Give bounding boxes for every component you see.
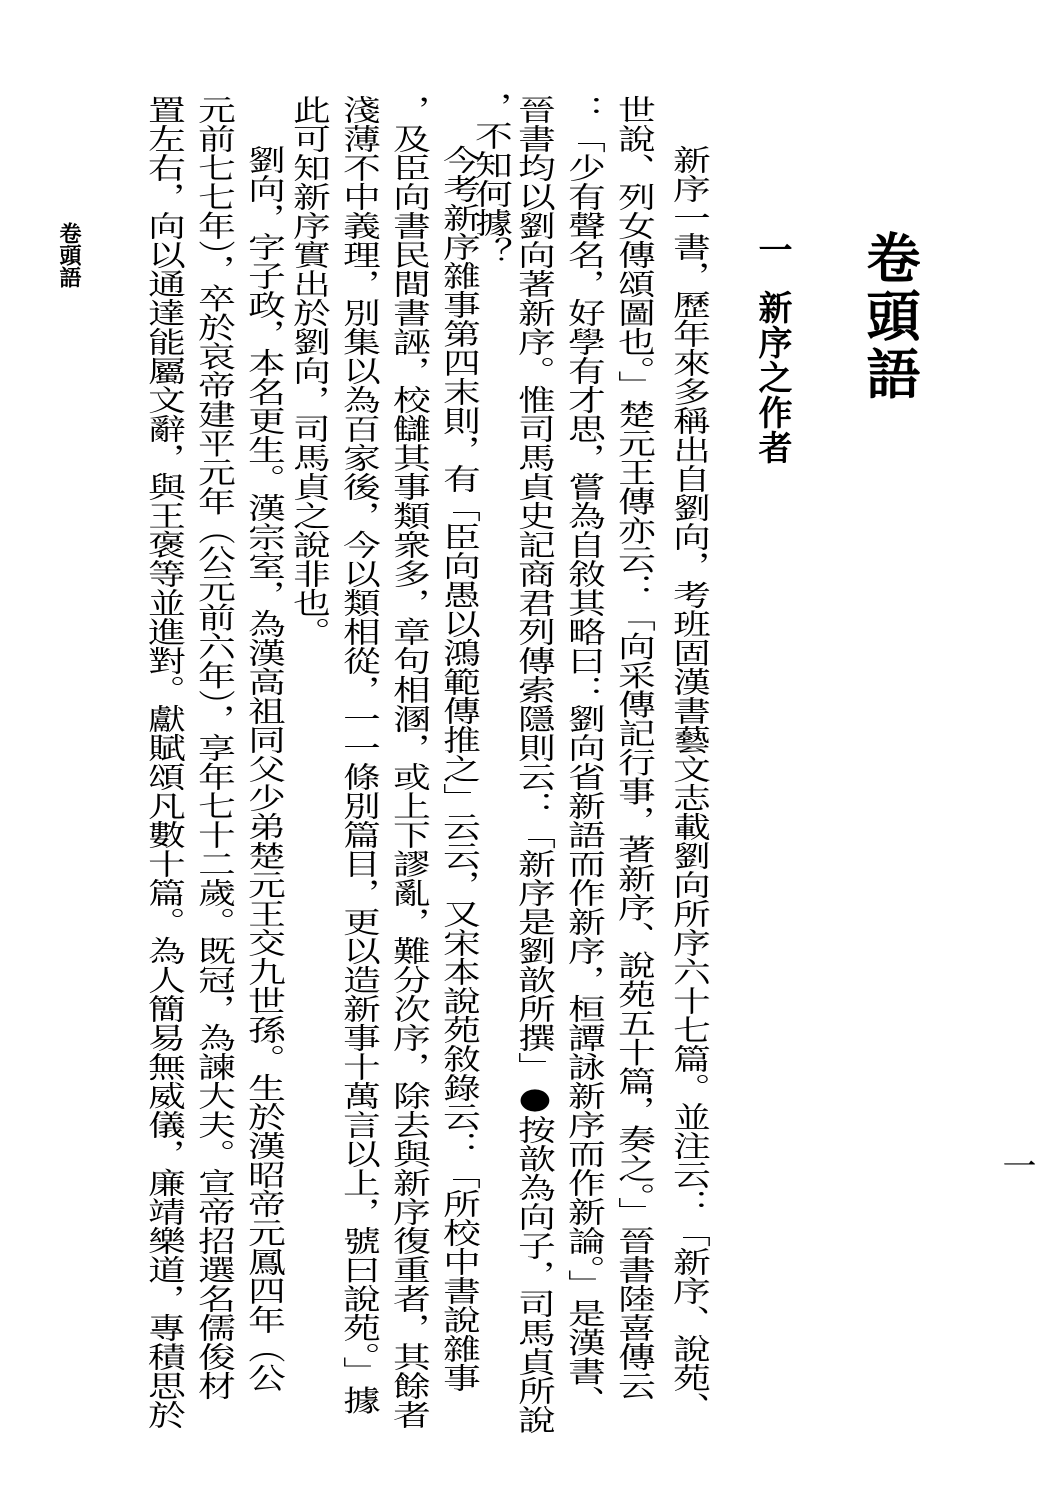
- text-column: 元前七七年），卒於哀帝建平元年（公元前六年），享年七十二歲。既冠，為諫大夫。宣帝招選名儒俊材: [192, 95, 238, 1400]
- text-column: 世說、列女傳頌圖也。」楚元王傳亦云：「向采傳記行事，著新序、說苑五十篇，奏之。」晉書陸喜傳云: [612, 95, 658, 1400]
- text-column: 此可知新序實出於劉向，司馬貞之說非也。: [287, 95, 333, 646]
- text-column: 今考新序雜事第四末則，有「臣向愚以鴻範傳推之」云云，又宋本說苑敘錄云：「所校中書說雜事: [437, 145, 483, 1392]
- page-title: 卷頭語: [858, 230, 922, 404]
- text-column: ，不知何據？: [469, 92, 515, 266]
- running-head: 卷頭語: [56, 222, 82, 288]
- page-number: 一: [996, 1148, 1036, 1182]
- text-column: ：「少有聲名，好學有才思，嘗為自敘其略曰：劉向省新語而作新序，桓譚詠新序而作新論。」是漢書、: [562, 95, 608, 1415]
- text-column: 新序一書，歷年來多稱出自劉向，考班固漢書藝文志載劉向所序六十七篇。並注云：「新序、說苑、: [667, 145, 713, 1421]
- text-column: 晉書均以劉向著新序。惟司馬貞史記商君列傳索隱則云：「新序是劉歆所撰」●按歆為向子，司馬貞所說: [512, 95, 558, 1434]
- section-number: 一: [752, 232, 792, 266]
- text-column: ，及臣向書民間書誣，校讎其事類衆多，章句相溷，或上下謬亂，難分次序，除去與新序復重者，其餘者: [387, 95, 433, 1429]
- section-heading: 新序之作者: [752, 290, 792, 465]
- text-column: 劉向，字子政，本名更生。漢宗室，為漢高祖同父少弟楚元王交九世孫。生於漢昭帝元鳳四年（公: [242, 145, 288, 1392]
- text-column: 置左右，向以通達能屬文辭，與王褒等並進對。獻賦頌凡數十篇。為人簡易無威儀，廉靖樂道，專積思於: [142, 95, 188, 1429]
- text-column: 淺薄不中義理，別集以為百家後，今以類相從，一一條別篇目，更以造新事十萬言以上，號曰說苑。」據: [337, 95, 383, 1415]
